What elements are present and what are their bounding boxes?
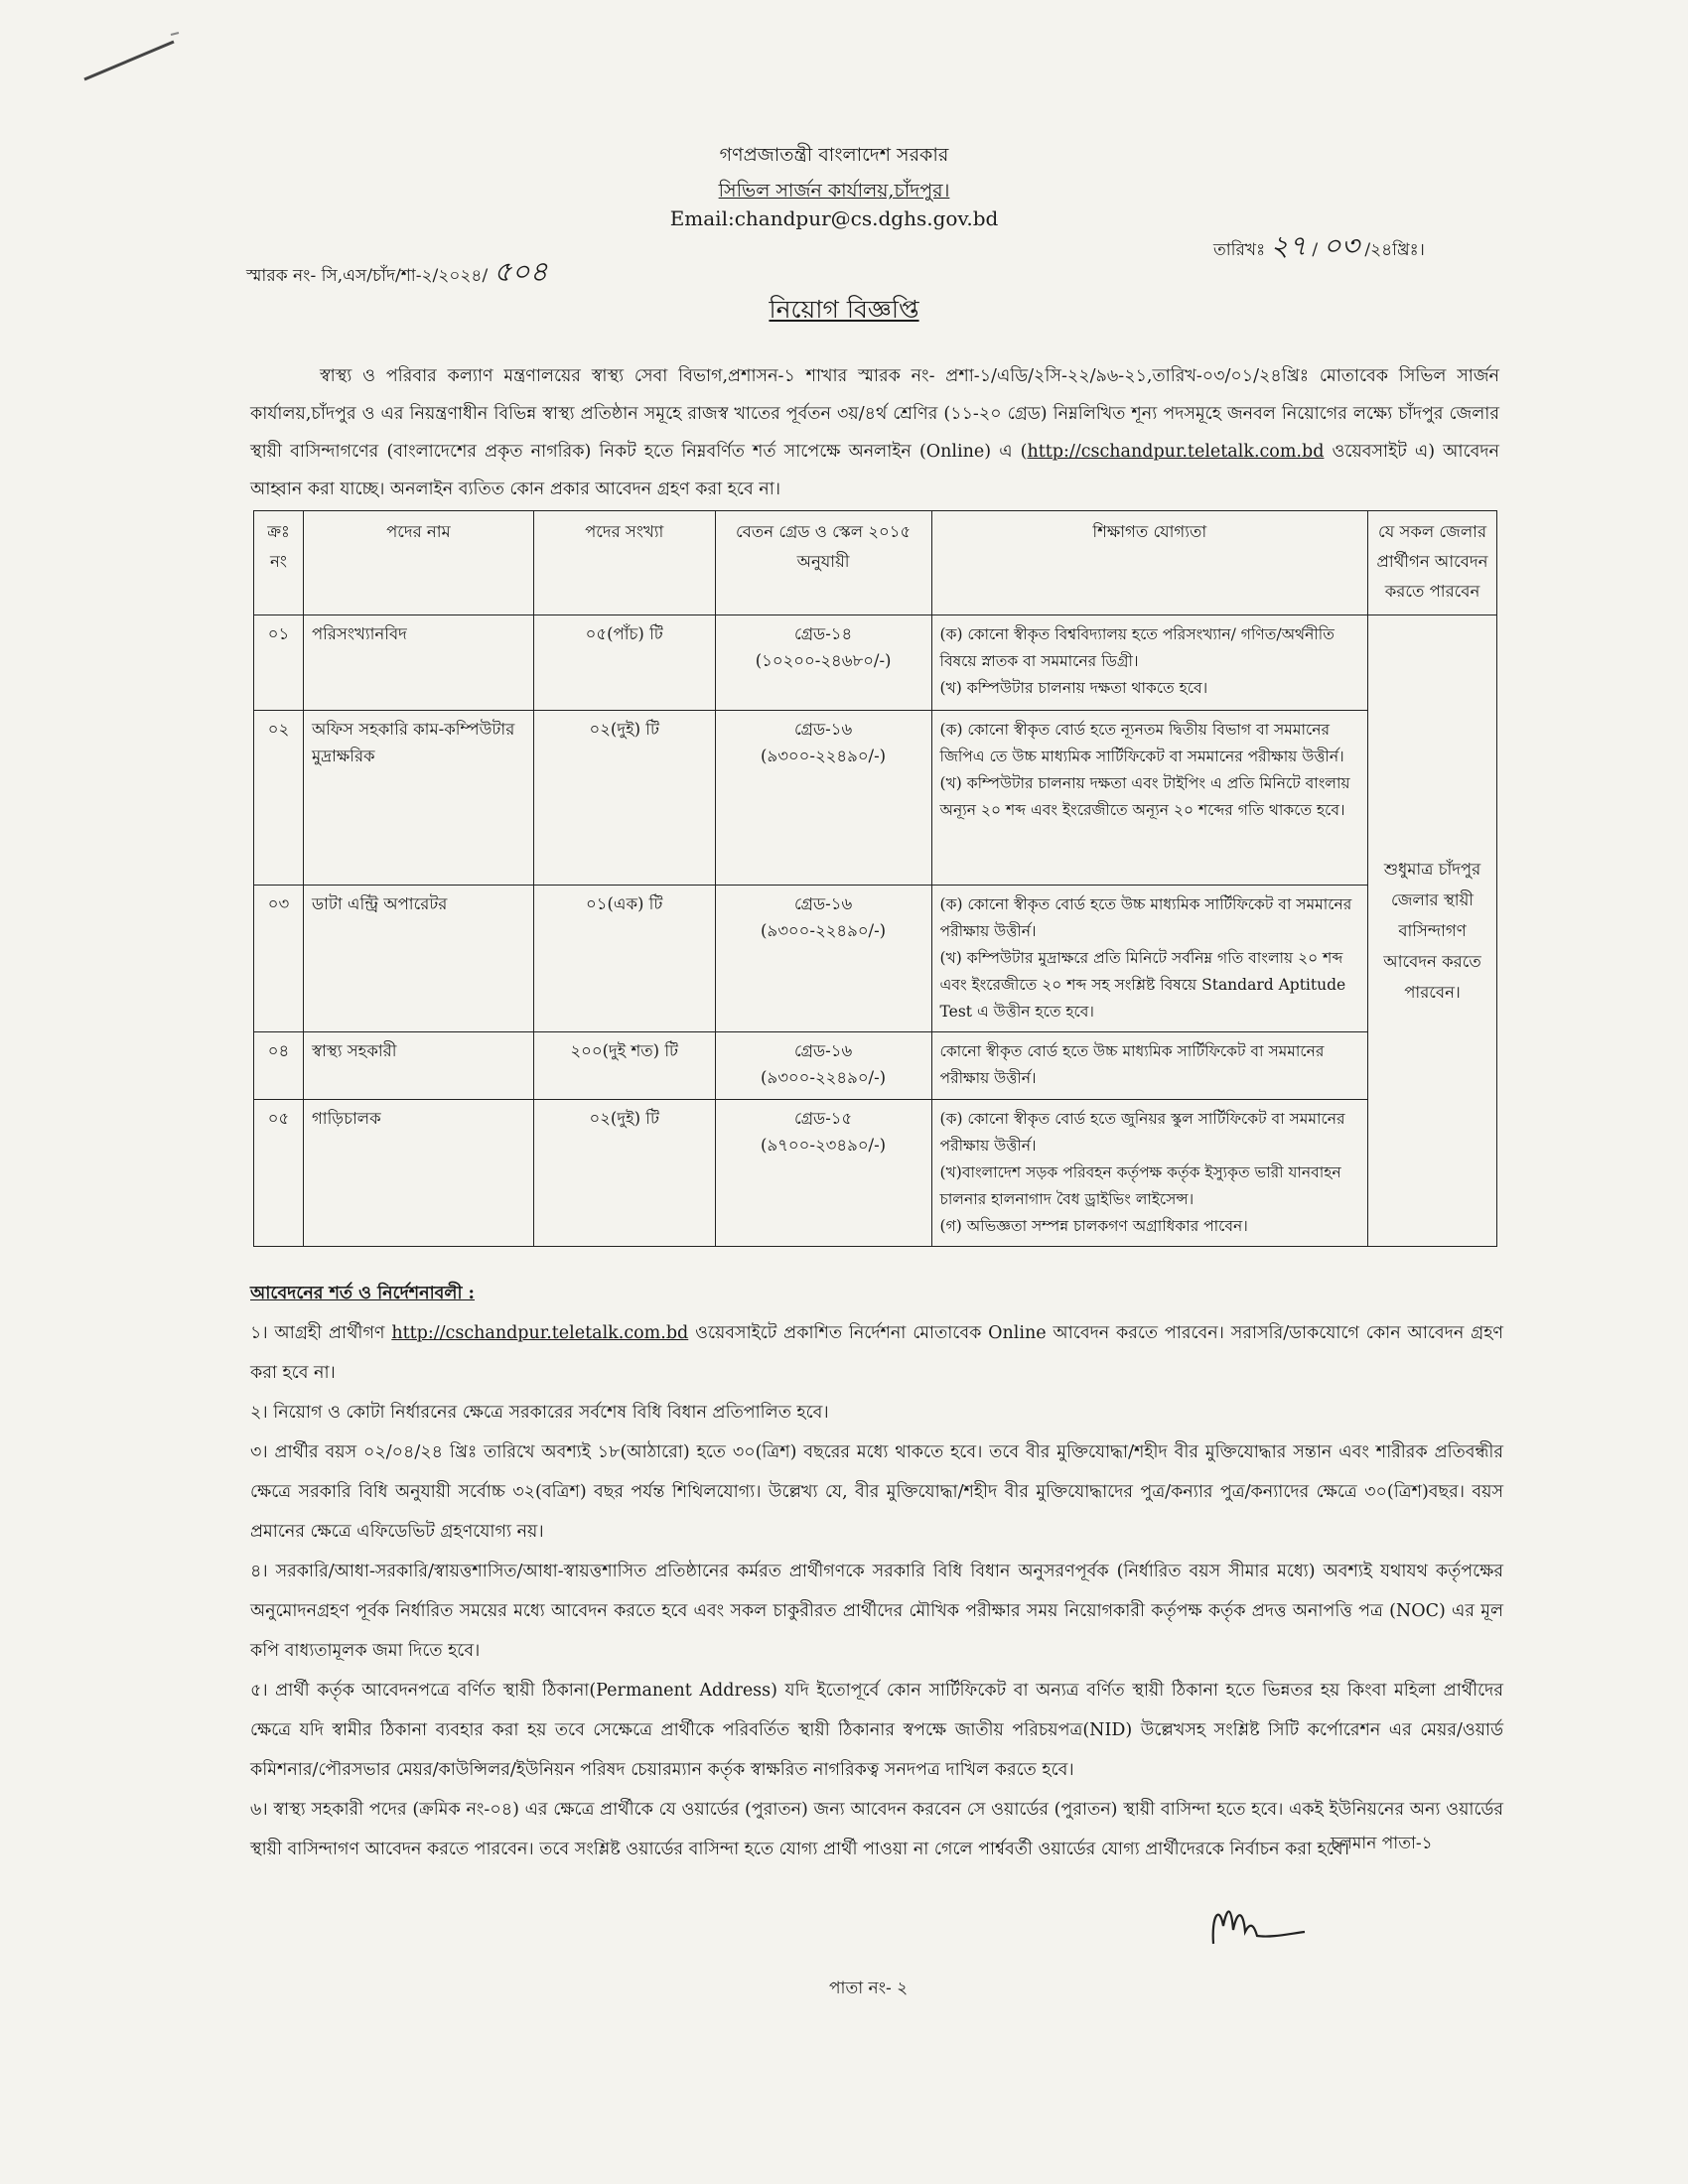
intro-text-2: ওয়েবসাইট এ) আবেদন আহ্বান করা যাচ্ছে। অনলাইন ব্যতিত কোন প্রকার আবেদন গ্রহণ করা হবে না।: [250, 442, 1500, 499]
signature-mark: [1201, 1896, 1311, 1956]
row-qualification: (ক) কোনো স্বীকৃত বোর্ড হতে ন্যূনতম দ্বিতীয় বিভাগ বা সমমানের জিপিএ তে উচ্চ মাধ্যমিক সার্টিফিকেট বা সমমানের পরীক্ষায় উত্তীর্ন। (খ) কম্পিউটার চালনায় দক্ষতা এবং টাইপিং এ প্রতি মিনিটে বাংলায় অন্যূন ২০ শব্দ এবং ইংরেজীতে অন্যূন ২০ শব্দের গতি থাকতে হবে।: [931, 711, 1368, 886]
intro-paragraph: [250, 357, 1499, 508]
row-serial: ০২: [254, 711, 304, 886]
row-count: ০১(এক) টি: [533, 886, 715, 1032]
table-row: [254, 1100, 1497, 1247]
office-name: সিভিল সার্জন কার্যালয়,চাঁদপুর।: [718, 180, 950, 202]
table-row: [254, 886, 1497, 1032]
row-grade: গ্রেড-১৬ (৯৩০০-২২৪৯০/-): [715, 711, 931, 886]
condition-1: ১। আগ্রহী প্রার্থীগণ http://cschandpur.teletalk.com.bd ওয়েবসাইটে প্রকাশিত নির্দেশনা মোতাবেক Online আবেদন করতে পারবেন। সরাসরি/ডাকযোগে কোন আবেদন গ্রহণ করা হবে না।: [250, 1323, 1503, 1383]
memo-number: [246, 250, 548, 297]
memo-handwritten-number: ৫০৪: [493, 255, 548, 288]
header-count: পদের সংখ্যা: [533, 511, 715, 615]
continued-note: চলমান পাতা-১: [1331, 1834, 1433, 1853]
condition-4: ৪। সরকারি/আধা-সরকারি/স্বায়ত্তশাসিত/আধা-স্বায়ত্তশাসিত প্রতিষ্ঠানের কর্মরত প্রার্থীগণকে সরকারি বিধি বিধান অনুসরণপূর্বক (নির্ধারিত বয়স সীমার মধ্যে) অবশ্যই যথাযথ কর্তৃপক্ষের অনুমোদনগ্রহণ পূর্বক নির্ধারিত সময়ের মধ্যে আবেদন করতে হবে এবং সকল চাকুরীরত প্রার্থীদের মৌখিক পরীক্ষার সময় নিয়োগকারী কর্তৃপক্ষ কর্তৃক প্রদত্ত অনাপত্তি পত্র (NOC) এর মূল কপি বাধ্যতামূলক জমা দিতে হবে।: [250, 1562, 1503, 1661]
table-header-row: [254, 511, 1497, 615]
intro-text-1: স্বাস্থ্য ও পরিবার কল্যাণ মন্ত্রণালয়ের স্বাস্থ্য সেবা বিভাগ,প্রশাসন-১ শাখার স্মারক নং- প্রশা-১/এডি/২সি-২২/৯৬-২১,তারিখ-০৩/০১/২৪খ্রিঃ মোতাবেক সিভিল সার্জন কার্যালয়,চাঁদপুর ও এর নিয়ন্ত্রণাধীন বিভিন্ন স্বাস্থ্য প্রতিষ্ঠান সমূহে রাজস্ব খাতের পূর্বতন ৩য়/৪র্থ শ্রেণির (১১-২০ গ্রেড) নিম্নলিখিত শূন্য পদসমূহে জনবল নিয়োগের লক্ষ্যে চাঁদপুর জেলার স্থায়ী বাসিন্দাগণের (বাংলাদেশের প্রকৃত নাগরিক) নিকট হতে নিম্নবর্ণিত শর্ত সাপেক্ষে অনলাইন (Online) এ (: [250, 366, 1499, 462]
notice-title: নিয়োগ বিজ্ঞপ্তি: [769, 295, 919, 324]
row-count: ০৫(পাঁচ) টি: [533, 615, 715, 711]
table-row: [254, 615, 1497, 711]
header-serial: ক্রঃ নং: [254, 511, 304, 615]
row-grade: গ্রেড-১৪ (১০২০০-২৪৬৮০/-): [715, 615, 931, 711]
conditions-heading: আবেদনের শর্ত ও নির্দেশনাবলী :: [250, 1284, 476, 1303]
date-label: তারিখঃ: [1213, 240, 1266, 260]
header-qualification: শিক্ষাগত যোগ্যতা: [931, 511, 1368, 615]
govt-title: গণপ্রজাতন্ত্রী বাংলাদেশ সরকার: [719, 144, 949, 166]
row-post: অফিস সহকারি কাম-কম্পিউটার মুদ্রাক্ষরিক: [303, 711, 533, 886]
header-eligibility: যে সকল জেলার প্রার্থীগন আবেদন করতে পারবেন: [1368, 511, 1497, 615]
condition-3: ৩। প্রার্থীর বয়স ০২/০৪/২৪ খ্রিঃ তারিখে অবশ্যই ১৮(আঠারো) হতে ৩০(ত্রিশ) বছরের মধ্যে থাকতে হবে। তবে বীর মুক্তিযোদ্ধা/শহীদ বীর মুক্তিযোদ্ধার সন্তান এবং শারীরক প্রতিবন্ধীর ক্ষেত্রে সরকারি বিধি অনুযায়ী সর্বোচ্চ ৩২(বত্রিশ) বছর পর্যন্ত শিথিলযোগ্য। উল্লেখ্য যে, বীর মুক্তিযোদ্ধা/শহীদ বীর মুক্তিযোদ্ধাদের পুত্র/কন্যার পুত্র/কন্যাদের ক্ষেত্রে ৩০(ত্রিশ)বছর। বয়স প্রমানের ক্ষেত্রে এফিডেভিট গ্রহণযোগ্য নয়।: [250, 1442, 1503, 1542]
row-serial: ০৪: [254, 1032, 304, 1100]
row-serial: ০৫: [254, 1100, 304, 1247]
row-count: ২০০(দুই শত) টি: [533, 1032, 715, 1100]
header-grade: বেতন গ্রেড ও স্কেল ২০১৫ অনুযায়ী: [715, 511, 931, 615]
row-qualification: (ক) কোনো স্বীকৃত বোর্ড হতে জুনিয়র স্কুল সার্টিফিকেট বা সমমানের পরীক্ষায় উত্তীর্ন। (খ)বাংলাদেশ সড়ক পরিবহন কর্তৃপক্ষ কর্তৃক ইস্যুকৃত ভারী যানবাহন চালনার হালনাগাদ বৈধ ড্রাইভিং লাইসেন্স। (গ) অভিজ্ঞতা সম্পন্ন চালকগণ অগ্রাধিকার পাবেন।: [931, 1100, 1368, 1247]
row-post: গাড়িচালক: [303, 1100, 533, 1247]
row-grade: গ্রেড-১৬ (৯৩০০-২২৪৯০/-): [715, 1032, 931, 1100]
intro-url-link[interactable]: http://cschandpur.teletalk.com.bd: [1027, 442, 1325, 462]
issue-date: তারিখঃ ২৭ / ০৩ /২৪খ্রিঃ।: [1213, 229, 1425, 262]
row-post: পরিসংখ্যানবিদ: [303, 615, 533, 711]
row-post: স্বাস্থ্য সহকারী: [303, 1032, 533, 1100]
row-post: ডাটা এন্ট্রি অপারেটর: [303, 886, 533, 1032]
row-qualification: (ক) কোনো স্বীকৃত বোর্ড হতে উচ্চ মাধ্যমিক সার্টিফিকেট বা সমমানের পরীক্ষায় উত্তীর্ন। (খ) কম্পিউটার মুদ্রাক্ষরে প্রতি মিনিটে সর্বনিম্ন গতি বাংলায় ২০ শব্দ এবং ইংরেজীতে ২০ শব্দ সহ সংশ্লিষ্ট বিষয়ে Standard Aptitude Test এ উত্তীন হতে হবে।: [931, 886, 1368, 1032]
date-day: ২৭: [1270, 229, 1307, 262]
vacancy-table: [253, 510, 1497, 1247]
row-grade: গ্রেড-১৫ (৯৭০০-২৩৪৯০/-): [715, 1100, 931, 1247]
date-year: /২৪খ্রিঃ।: [1364, 240, 1425, 260]
row-count: ০২(দুই) টি: [533, 711, 715, 886]
row-qualification: কোনো স্বীকৃত বোর্ড হতে উচ্চ মাধ্যমিক সার্টিফিকেট বা সমমানের পরীক্ষায় উত্তীর্ন।: [931, 1032, 1368, 1100]
memo-label: স্মারক নং- সি,এস/চাঁদ/শা-২/২০২৪/: [246, 266, 489, 286]
row-serial: ০৩: [254, 886, 304, 1032]
table-row: [254, 711, 1497, 886]
header-post: পদের নাম: [303, 511, 533, 615]
conditions-section: [250, 1274, 1503, 1869]
condition-2: ২। নিয়োগ ও কোটা নির্ধারনের ক্ষেত্রে সরকারের সর্বশেষ বিধি বিধান প্রতিপালিত হবে।: [250, 1403, 829, 1423]
date-month: ০৩: [1323, 229, 1359, 262]
row-count: ০২(দুই) টি: [533, 1100, 715, 1247]
pen-stroke-mark: [79, 30, 199, 89]
row-grade: গ্রেড-১৬ (৯৩০০-২২৪৯০/-): [715, 886, 931, 1032]
eligibility-cell: শুধুমাত্র চাঁদপুর জেলার স্থায়ী বাসিন্দাগণ আবেদন করতে পারবেন।: [1368, 615, 1497, 1247]
table-row: [254, 1032, 1497, 1100]
office-email: Email:chandpur@cs.dghs.gov.bd: [669, 206, 999, 230]
apply-url-link[interactable]: http://cschandpur.teletalk.com.bd: [391, 1323, 689, 1343]
row-qualification: (ক) কোনো স্বীকৃত বিশ্ববিদ্যালয় হতে পরিসংখ্যান/ গণিত/অর্থনীতি বিষয়ে স্নাতক বা সমমানের ডিগ্রী। (খ) কম্পিউটার চালনায় দক্ষতা থাকতে হবে।: [931, 615, 1368, 711]
page-number: পাতা নং- ২: [829, 1979, 909, 1998]
condition-5: ৫। প্রার্থী কর্তৃক আবেদনপত্রে বর্ণিত স্থায়ী ঠিকানা(Permanent Address) যদি ইতোপূর্বে কোন সার্টিফিকেট বা অন্যত্র বর্ণিত স্থায়ী ঠিকানা হতে ভিন্নতর হয় কিংবা মহিলা প্রার্থীদের ক্ষেত্রে যদি স্বামীর ঠিকানা ব্যবহার করা হয় তবে সেক্ষেত্রে প্রার্থীকে পরিবর্তিত স্থায়ী ঠিকানার স্বপক্ষে জাতীয় পরিচয়পত্র(NID) উল্লেখসহ সংশ্লিষ্ট সিটি কর্পোরেশন এর মেয়র/ওয়ার্ড কমিশনার/পৌরসভার মেয়র/কাউন্সিলর/ইউনিয়ন পরিষদ চেয়ারম্যান কর্তৃক স্বাক্ষরিত নাগরিকত্ব সনদপত্র দাখিল করতে হবে।: [250, 1681, 1503, 1780]
condition-6: ৬। স্বাস্থ্য সহকারী পদের (ক্রমিক নং-০৪) এর ক্ষেত্রে প্রার্থীকে যে ওয়ার্ডের (পুরাতন) জন্য আবেদন করবেন সে ওয়ার্ডের (পুরাতন) স্থায়ী বাসিন্দা হতে হবে। একই ইউনিয়নের অন্য ওয়ার্ডের স্থায়ী বাসিন্দাগণ আবেদন করতে পারবেন। তবে সংশ্লিষ্ট ওয়ার্ডের বাসিন্দা হতে যোগ্য প্রার্থী পাওয়া না গেলে পার্শ্ববর্তী ওয়ার্ডের যোগ্য প্রার্থীদেরকে নির্বাচন করা হবে।: [250, 1800, 1503, 1859]
row-serial: ০১: [254, 615, 304, 711]
